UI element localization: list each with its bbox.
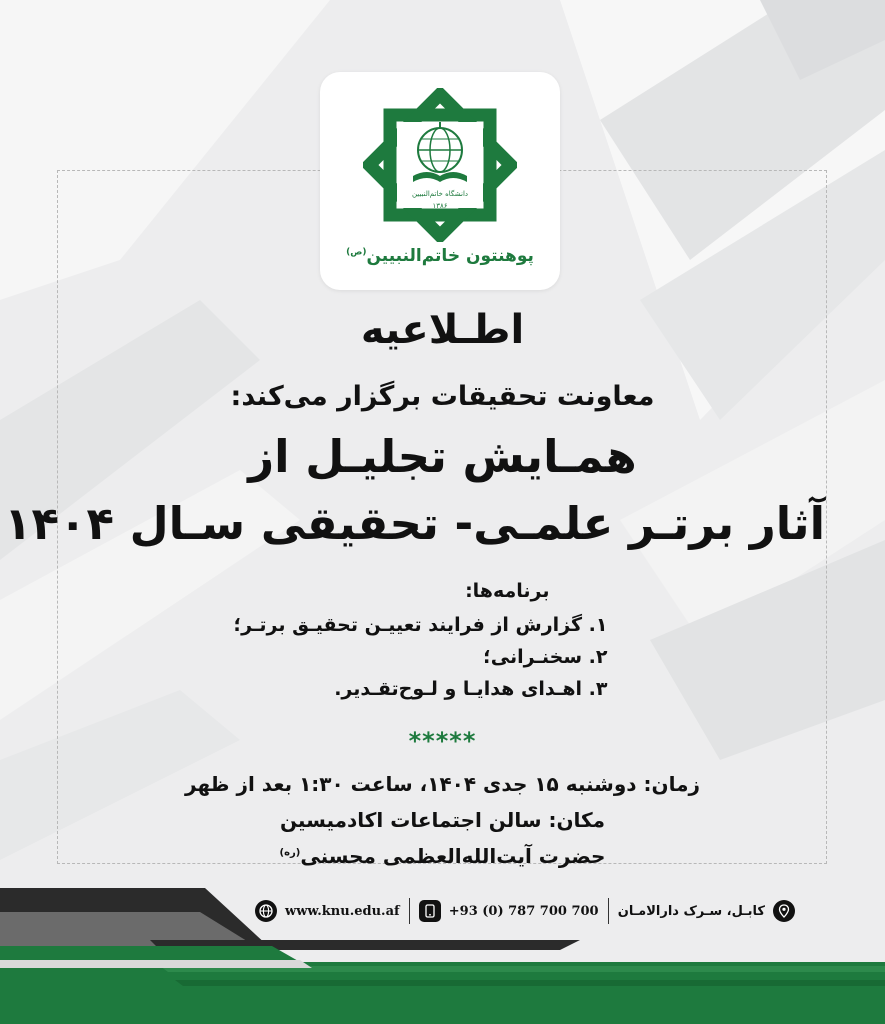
event-time: زمان: دوشنبه ۱۵ جدی ۱۴۰۴، ساعت ۱:۳۰ بعد از ظهر bbox=[185, 772, 700, 796]
university-name-suffix: (ص) bbox=[346, 247, 367, 258]
phone-contact[interactable] bbox=[419, 900, 599, 922]
divider bbox=[409, 898, 410, 924]
program-label: برنامه‌ها: bbox=[465, 580, 550, 602]
program-item: ۳. اهـدای هدایـا و لـوح‌تقـدیر. bbox=[334, 678, 608, 700]
event-place: مکان: سالن اجتماعات اکادمیسین bbox=[279, 808, 606, 832]
svg-text:دانشگاه خاتم‌النبیین: دانشگاه خاتم‌النبیین bbox=[411, 190, 469, 198]
address-text: کابـل، سـرک دارالامـان bbox=[617, 903, 765, 919]
headline-line-2: آثار برتـر علمـی- تحقیقی سـال ۱۴۰۴ bbox=[4, 497, 825, 550]
program-item: ۲. سخنـرانی؛ bbox=[483, 646, 608, 668]
event-place-name: حضرت آیت‌الله‌العظمی محسنی bbox=[300, 844, 606, 868]
headline-line-1: همـایش تجلیـل از bbox=[248, 430, 637, 483]
event-place-line-2 bbox=[60, 844, 825, 868]
globe-icon bbox=[255, 900, 277, 922]
university-name bbox=[320, 246, 560, 266]
address-contact bbox=[618, 900, 795, 922]
university-logo-card bbox=[320, 72, 560, 290]
divider bbox=[608, 898, 609, 924]
university-emblem-icon bbox=[363, 88, 517, 242]
website-link[interactable]: www.knu.edu.af bbox=[285, 903, 400, 919]
announcement-subtitle: معاونت تحقیقات برگزار می‌کند: bbox=[230, 381, 655, 412]
website-contact[interactable] bbox=[255, 900, 400, 922]
program-item: ۱. گزارش از فرایند تعییـن تحقیـق برتـر؛ bbox=[233, 614, 608, 636]
announcement-title: اطـلاعیه bbox=[360, 307, 525, 353]
contact-bar bbox=[255, 896, 795, 926]
location-pin-icon bbox=[773, 900, 795, 922]
phone-icon bbox=[419, 900, 441, 922]
phone-number[interactable]: +93 (0) 787 700 700 bbox=[448, 903, 599, 919]
star-separator: ***** bbox=[408, 727, 477, 755]
event-place-suffix: (ره) bbox=[279, 847, 301, 859]
university-name-text: پوهنتون خاتم‌النبیین bbox=[366, 246, 534, 266]
program-section bbox=[60, 580, 825, 705]
svg-text:۱۳۸۶: ۱۳۸۶ bbox=[432, 202, 448, 210]
